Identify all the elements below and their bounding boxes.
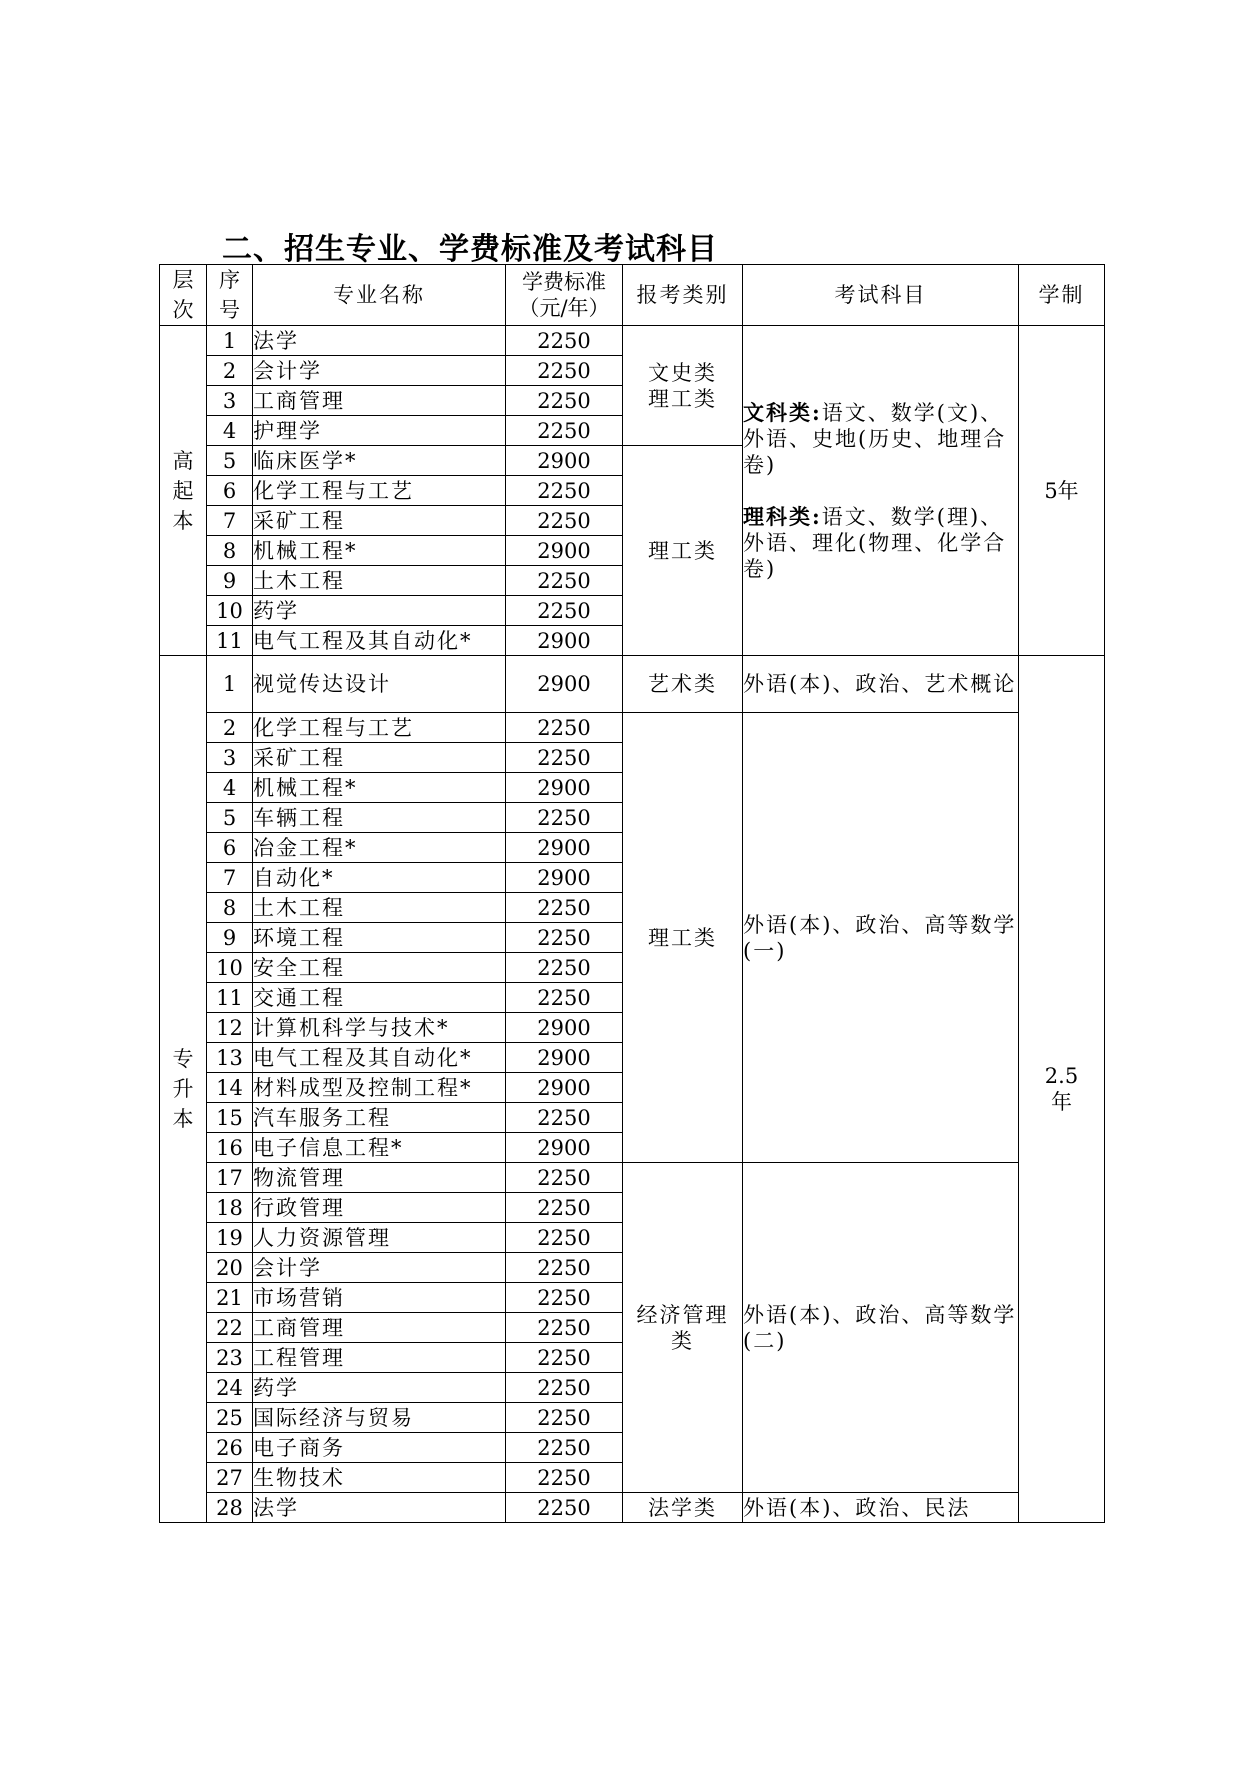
major-name: 物流管理 <box>253 1163 506 1193</box>
row-no: 6 <box>207 833 253 863</box>
row-no: 7 <box>207 506 253 536</box>
header-duration: 学制 <box>1019 265 1105 326</box>
fee-value: 2900 <box>506 536 623 566</box>
duration-zsb: 2.5年 <box>1019 656 1105 1523</box>
major-name: 市场营销 <box>253 1283 506 1313</box>
fee-value: 2250 <box>506 1223 623 1253</box>
major-name: 工程管理 <box>253 1343 506 1373</box>
major-name: 国际经济与贸易 <box>253 1403 506 1433</box>
row-no: 11 <box>207 983 253 1013</box>
row-no: 6 <box>207 476 253 506</box>
fee-value: 2250 <box>506 953 623 983</box>
row-no: 7 <box>207 863 253 893</box>
row-no: 26 <box>207 1433 253 1463</box>
fee-value: 2250 <box>506 566 623 596</box>
fee-value: 2250 <box>506 893 623 923</box>
major-name: 电气工程及其自动化* <box>253 1043 506 1073</box>
fee-value: 2900 <box>506 833 623 863</box>
major-name: 化学工程与工艺 <box>253 476 506 506</box>
row-no: 14 <box>207 1073 253 1103</box>
category-law: 法学类 <box>623 1493 743 1523</box>
fee-value: 2900 <box>506 1043 623 1073</box>
major-name: 土木工程 <box>253 566 506 596</box>
header-category: 报考类别 <box>623 265 743 326</box>
subjects-sci: 外语(本)、政治、高等数学(一) <box>743 713 1019 1163</box>
row-no: 28 <box>207 1493 253 1523</box>
table-row <box>160 1493 1105 1523</box>
fee-value: 2250 <box>506 983 623 1013</box>
fee-value: 2250 <box>506 1103 623 1133</box>
row-no: 4 <box>207 773 253 803</box>
table-header-row <box>160 265 1105 326</box>
major-name: 冶金工程* <box>253 833 506 863</box>
fee-value: 2250 <box>506 386 623 416</box>
fee-value: 2250 <box>506 596 623 626</box>
major-name: 交通工程 <box>253 983 506 1013</box>
major-name: 人力资源管理 <box>253 1223 506 1253</box>
table-row <box>160 1163 1105 1193</box>
row-no: 11 <box>207 626 253 656</box>
major-name: 护理学 <box>253 416 506 446</box>
major-name: 化学工程与工艺 <box>253 713 506 743</box>
subjects-art: 外语(本)、政治、艺术概论 <box>743 656 1019 713</box>
major-name: 工商管理 <box>253 1313 506 1343</box>
header-subjects: 考试科目 <box>743 265 1019 326</box>
page-title: 二、招生专业、学费标准及考试科目 <box>222 232 718 267</box>
major-name: 药学 <box>253 1373 506 1403</box>
row-no: 24 <box>207 1373 253 1403</box>
subjects-law: 外语(本)、政治、民法 <box>743 1493 1019 1523</box>
major-name: 采矿工程 <box>253 743 506 773</box>
major-name: 药学 <box>253 596 506 626</box>
fee-value: 2250 <box>506 1193 623 1223</box>
header-no: 序号 <box>207 265 253 326</box>
major-name: 行政管理 <box>253 1193 506 1223</box>
row-no: 27 <box>207 1463 253 1493</box>
row-no: 15 <box>207 1103 253 1133</box>
fee-value: 2900 <box>506 626 623 656</box>
row-no: 13 <box>207 1043 253 1073</box>
row-no: 19 <box>207 1223 253 1253</box>
major-name: 电子商务 <box>253 1433 506 1463</box>
row-no: 1 <box>207 656 253 713</box>
category-sci: 理工类 <box>623 713 743 1163</box>
major-name: 机械工程* <box>253 773 506 803</box>
fee-value: 2250 <box>506 1403 623 1433</box>
major-name: 会计学 <box>253 356 506 386</box>
row-no: 16 <box>207 1133 253 1163</box>
header-fee: 学费标准（元/年） <box>506 265 623 326</box>
fee-value: 2900 <box>506 863 623 893</box>
category-econ: 经济管理类 <box>623 1163 743 1493</box>
row-no: 5 <box>207 803 253 833</box>
row-no: 18 <box>207 1193 253 1223</box>
duration-gqb: 5年 <box>1019 326 1105 656</box>
level-gqb: 高起本 <box>160 326 207 656</box>
subjects-econ: 外语(本)、政治、高等数学(二) <box>743 1163 1019 1493</box>
fee-value: 2900 <box>506 446 623 476</box>
fee-value: 2250 <box>506 1433 623 1463</box>
major-name: 电子信息工程* <box>253 1133 506 1163</box>
fee-value: 2250 <box>506 713 623 743</box>
major-name: 车辆工程 <box>253 803 506 833</box>
major-name: 采矿工程 <box>253 506 506 536</box>
subjects-gqb: 文科类:语文、数学(文)、外语、史地(历史、地理合卷) 理科类:语文、数学(理)、外语、理化(物理、化学合卷) <box>743 326 1019 656</box>
row-no: 17 <box>207 1163 253 1193</box>
row-no: 3 <box>207 743 253 773</box>
level-zsb: 专升本 <box>160 656 207 1523</box>
row-no: 12 <box>207 1013 253 1043</box>
row-no: 8 <box>207 893 253 923</box>
major-name: 计算机科学与技术* <box>253 1013 506 1043</box>
fee-value: 2900 <box>506 1073 623 1103</box>
fee-value: 2250 <box>506 416 623 446</box>
major-name: 安全工程 <box>253 953 506 983</box>
fee-value: 2250 <box>506 326 623 356</box>
row-no: 22 <box>207 1313 253 1343</box>
row-no: 9 <box>207 923 253 953</box>
major-name: 会计学 <box>253 1253 506 1283</box>
row-no: 25 <box>207 1403 253 1433</box>
fee-value: 2900 <box>506 773 623 803</box>
fee-value: 2250 <box>506 1253 623 1283</box>
major-name: 电气工程及其自动化* <box>253 626 506 656</box>
row-no: 1 <box>207 326 253 356</box>
major-name: 环境工程 <box>253 923 506 953</box>
major-name: 汽车服务工程 <box>253 1103 506 1133</box>
row-no: 10 <box>207 953 253 983</box>
row-no: 10 <box>207 596 253 626</box>
row-no: 20 <box>207 1253 253 1283</box>
header-major: 专业名称 <box>253 265 506 326</box>
row-no: 2 <box>207 356 253 386</box>
fee-value: 2900 <box>506 1133 623 1163</box>
fee-value: 2250 <box>506 1343 623 1373</box>
category-art: 艺术类 <box>623 656 743 713</box>
admission-table <box>159 264 1105 1523</box>
major-name: 工商管理 <box>253 386 506 416</box>
row-no: 3 <box>207 386 253 416</box>
row-no: 23 <box>207 1343 253 1373</box>
major-name: 视觉传达设计 <box>253 656 506 713</box>
fee-value: 2250 <box>506 476 623 506</box>
fee-value: 2900 <box>506 1013 623 1043</box>
major-name: 生物技术 <box>253 1463 506 1493</box>
row-no: 8 <box>207 536 253 566</box>
fee-value: 2250 <box>506 1463 623 1493</box>
major-name: 法学 <box>253 1493 506 1523</box>
table-row <box>160 326 1105 356</box>
major-name: 临床医学* <box>253 446 506 476</box>
fee-value: 2250 <box>506 1163 623 1193</box>
fee-value: 2250 <box>506 356 623 386</box>
category-gqb-2: 理工类 <box>623 446 743 656</box>
row-no: 21 <box>207 1283 253 1313</box>
major-name: 法学 <box>253 326 506 356</box>
table-row <box>160 656 1105 713</box>
row-no: 4 <box>207 416 253 446</box>
row-no: 2 <box>207 713 253 743</box>
fee-value: 2250 <box>506 1373 623 1403</box>
fee-value: 2250 <box>506 1313 623 1343</box>
row-no: 9 <box>207 566 253 596</box>
fee-value: 2250 <box>506 923 623 953</box>
fee-value: 2250 <box>506 506 623 536</box>
table-row <box>160 713 1105 743</box>
row-no: 5 <box>207 446 253 476</box>
fee-value: 2900 <box>506 656 623 713</box>
fee-value: 2250 <box>506 743 623 773</box>
fee-value: 2250 <box>506 1493 623 1523</box>
major-name: 机械工程* <box>253 536 506 566</box>
major-name: 自动化* <box>253 863 506 893</box>
major-name: 材料成型及控制工程* <box>253 1073 506 1103</box>
fee-value: 2250 <box>506 803 623 833</box>
major-name: 土木工程 <box>253 893 506 923</box>
header-level: 层次 <box>160 265 207 326</box>
fee-value: 2250 <box>506 1283 623 1313</box>
category-gqb-1: 文史类理工类 <box>623 326 743 446</box>
